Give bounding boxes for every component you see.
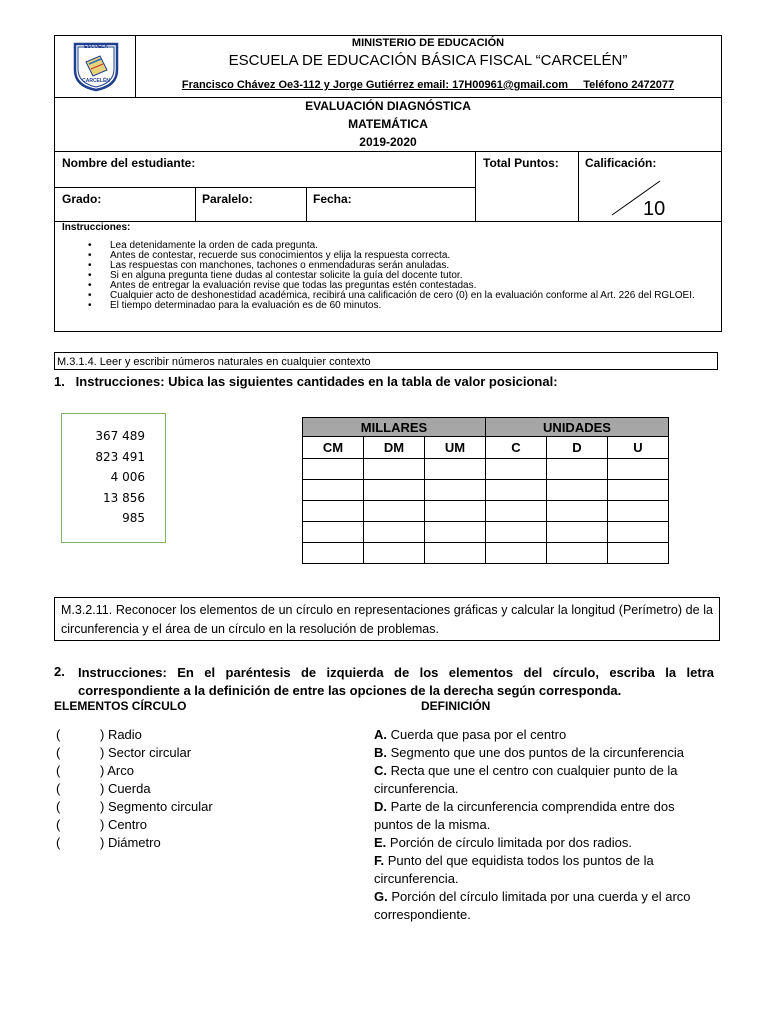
school-address: Francisco Chávez Oe3-112 y Jorge Gutiérrez email: 17H00961@gmail.com Teléfono 2472077 [181, 79, 675, 91]
logo-text-bottom: CARCELÉN [82, 78, 110, 84]
instruction-item: • Antes de contestar, recuerde sus conocimientos y elija la respuesta correcta. [86, 251, 716, 261]
answer-cell[interactable] [425, 459, 486, 480]
element-label: ) Diámetro [100, 835, 161, 850]
instructions-list [86, 241, 716, 311]
column-header: C [486, 437, 547, 459]
question-2-number: 2. [54, 664, 65, 679]
definition-item [374, 852, 714, 888]
list-item [54, 834, 354, 852]
definitions-list [374, 726, 714, 924]
answer-cell[interactable] [425, 501, 486, 522]
list-item [54, 762, 354, 780]
answer-cell[interactable] [547, 480, 608, 501]
list-item [54, 816, 354, 834]
list-item [54, 726, 354, 744]
answer-cell[interactable] [547, 501, 608, 522]
definition-letter: F. [374, 853, 385, 868]
definition-letter: A. [374, 727, 387, 742]
definition-text: Porción del círculo limitada por una cuerda y el arco correspondiente. [374, 889, 691, 922]
grade-value: 10 [643, 198, 666, 220]
evaluation-title: EVALUACIÓN DIAGNÓSTICA [305, 99, 471, 113]
skill-box-1: M.3.1.4. Leer y escribir números naturales en cualquier contexto [54, 352, 718, 370]
definition-item [374, 744, 714, 762]
element-label: ) Segmento circular [100, 799, 213, 814]
answer-cell[interactable] [486, 501, 547, 522]
group-unidades: UNIDADES [486, 418, 669, 437]
divider [195, 187, 196, 221]
definition-item [374, 888, 714, 924]
definition-item [374, 726, 714, 744]
group-millares: MILLARES [303, 418, 486, 437]
definition-text: Cuerda que pasa por el centro [387, 727, 567, 742]
definition-letter: G. [374, 889, 388, 904]
element-label: ) Cuerda [100, 781, 151, 796]
list-item [54, 780, 354, 798]
paren-left: ( [56, 799, 61, 814]
answer-cell[interactable] [425, 543, 486, 564]
divider [306, 187, 307, 221]
paren-left: ( [56, 781, 61, 796]
number-item: 4 006 [110, 470, 145, 485]
numbers-box [61, 413, 166, 543]
divider [475, 151, 476, 221]
answer-cell[interactable] [547, 522, 608, 543]
grade-label: Calificación: [585, 156, 657, 170]
school-name: ESCUELA DE EDUCACIÓN BÁSICA FISCAL “CARCELÉN” [228, 52, 628, 69]
answer-cell[interactable] [303, 459, 364, 480]
definition-letter: C. [374, 763, 387, 778]
elements-list [54, 726, 354, 852]
logo-text-top: ESCUELA [84, 44, 108, 50]
subject-title: MATEMÁTICA [348, 117, 428, 131]
definition-text: Parte de la circunferencia comprendida entre dos puntos de la misma. [374, 799, 675, 832]
table-row [303, 522, 669, 543]
definition-letter: D. [374, 799, 387, 814]
element-label: ) Arco [100, 763, 134, 778]
answer-cell[interactable] [364, 480, 425, 501]
column-header: U [608, 437, 669, 459]
answer-cell[interactable] [303, 480, 364, 501]
answer-cell[interactable] [425, 480, 486, 501]
question-1: 1. Instrucciones: Ubica las siguientes cantidades en la tabla de valor posicional: [54, 374, 558, 389]
element-label: ) Centro [100, 817, 147, 832]
table-row [303, 480, 669, 501]
instructions-box [54, 221, 722, 332]
list-item [54, 744, 354, 762]
grado-label: Grado: [62, 192, 102, 206]
column-header: DM [364, 437, 425, 459]
definition-text: Segmento que une dos puntos de la circunferencia [387, 745, 685, 760]
answer-cell[interactable] [303, 522, 364, 543]
answer-cell[interactable] [303, 543, 364, 564]
definition-item [374, 834, 714, 852]
school-year: 2019-2020 [359, 135, 417, 149]
answer-cell[interactable] [486, 480, 547, 501]
table-row [303, 459, 669, 480]
divider [55, 151, 721, 152]
student-name-label: Nombre del estudiante: [62, 156, 196, 170]
table-row [303, 543, 669, 564]
instruction-item: • Cualquier acto de deshonestidad académica, recibirá una calificación de cero (0) en la evaluación conforme al Art. 226 del RGLOEI. [86, 291, 716, 301]
answer-cell[interactable] [608, 501, 669, 522]
definition-item [374, 762, 714, 798]
paren-left: ( [56, 727, 61, 742]
paralelo-label: Paralelo: [202, 192, 253, 206]
paren-left: ( [56, 763, 61, 778]
instruction-item: • Lea detenidamente la orden de cada pregunta. [86, 241, 716, 251]
answer-cell[interactable] [364, 543, 425, 564]
instruction-item: • Antes de entregar la evaluación revise que todas las preguntas estén contestadas. [86, 281, 716, 291]
answer-cell[interactable] [608, 480, 669, 501]
divider [55, 187, 475, 188]
answer-cell[interactable] [364, 501, 425, 522]
paren-left: ( [56, 835, 61, 850]
number-item: 985 [122, 511, 145, 526]
table-row [303, 501, 669, 522]
instruction-item: • Si en alguna pregunta tiene dudas al contestar solicite la guía del docente tutor. [86, 271, 716, 281]
place-value-table [302, 417, 669, 564]
answer-cell[interactable] [425, 522, 486, 543]
instruction-item: • El tiempo determinadao para la evaluación es de 60 minutos. [86, 301, 716, 311]
definition-letter: E. [374, 835, 387, 850]
instructions-title: Instrucciones: [62, 222, 131, 233]
paren-left: ( [56, 817, 61, 832]
answer-cell[interactable] [303, 501, 364, 522]
table-group-row [303, 418, 669, 437]
elements-header: ELEMENTOS CÍRCULO [54, 699, 187, 713]
question-2: Instrucciones: En el paréntesis de izquierda de los elementos del círculo, escriba la letra correspondiente a la definición de entre las opciones de la derecha según corresponda. [78, 665, 714, 698]
answer-cell[interactable] [364, 459, 425, 480]
skill-box-2: M.3.2.11. Reconocer los elementos de un círculo en representaciones gráficas y calcular la longitud (Perímetro) de la circunferencia y el área de un círculo en la resolución de problemas. [54, 597, 720, 641]
answer-cell[interactable] [608, 459, 669, 480]
divider [55, 97, 721, 98]
element-label: ) Sector circular [100, 745, 192, 760]
answer-cell[interactable] [486, 543, 547, 564]
answer-cell[interactable] [364, 522, 425, 543]
definition-text: Recta que une el centro con cualquier punto de la circunferencia. [374, 763, 678, 796]
answer-cell[interactable] [608, 522, 669, 543]
answer-cell[interactable] [547, 543, 608, 564]
number-item: 367 489 [95, 429, 145, 443]
answer-cell[interactable] [486, 459, 547, 480]
definitions-header: DEFINICIÓN [421, 699, 491, 713]
fecha-label: Fecha: [313, 192, 352, 206]
total-points-label: Total Puntos: [483, 156, 559, 170]
answer-cell[interactable] [547, 459, 608, 480]
paren-left: ( [56, 745, 61, 760]
list-item [54, 798, 354, 816]
table-header-row [303, 437, 669, 459]
definition-text: Punto del que equidista todos los puntos de la circunferencia. [374, 853, 654, 886]
column-header: UM [425, 437, 486, 459]
answer-cell[interactable] [608, 543, 669, 564]
element-label: ) Radio [100, 727, 142, 742]
definition-text: Porción de círculo limitada por dos radios. [386, 835, 632, 850]
number-item: 13 856 [103, 490, 145, 505]
header-box [54, 35, 722, 222]
column-header: CM [303, 437, 364, 459]
ministry-title: MINISTERIO DE EDUCACIÓN [351, 37, 505, 49]
column-header: D [547, 437, 608, 459]
divider [578, 151, 579, 221]
answer-cell[interactable] [486, 522, 547, 543]
instruction-item: • Las respuestas con manchones, tachones o enmendaduras serán anuladas. [86, 261, 716, 271]
definition-letter: B. [374, 745, 387, 760]
number-item: 823 491 [95, 449, 145, 464]
definition-item [374, 798, 714, 834]
